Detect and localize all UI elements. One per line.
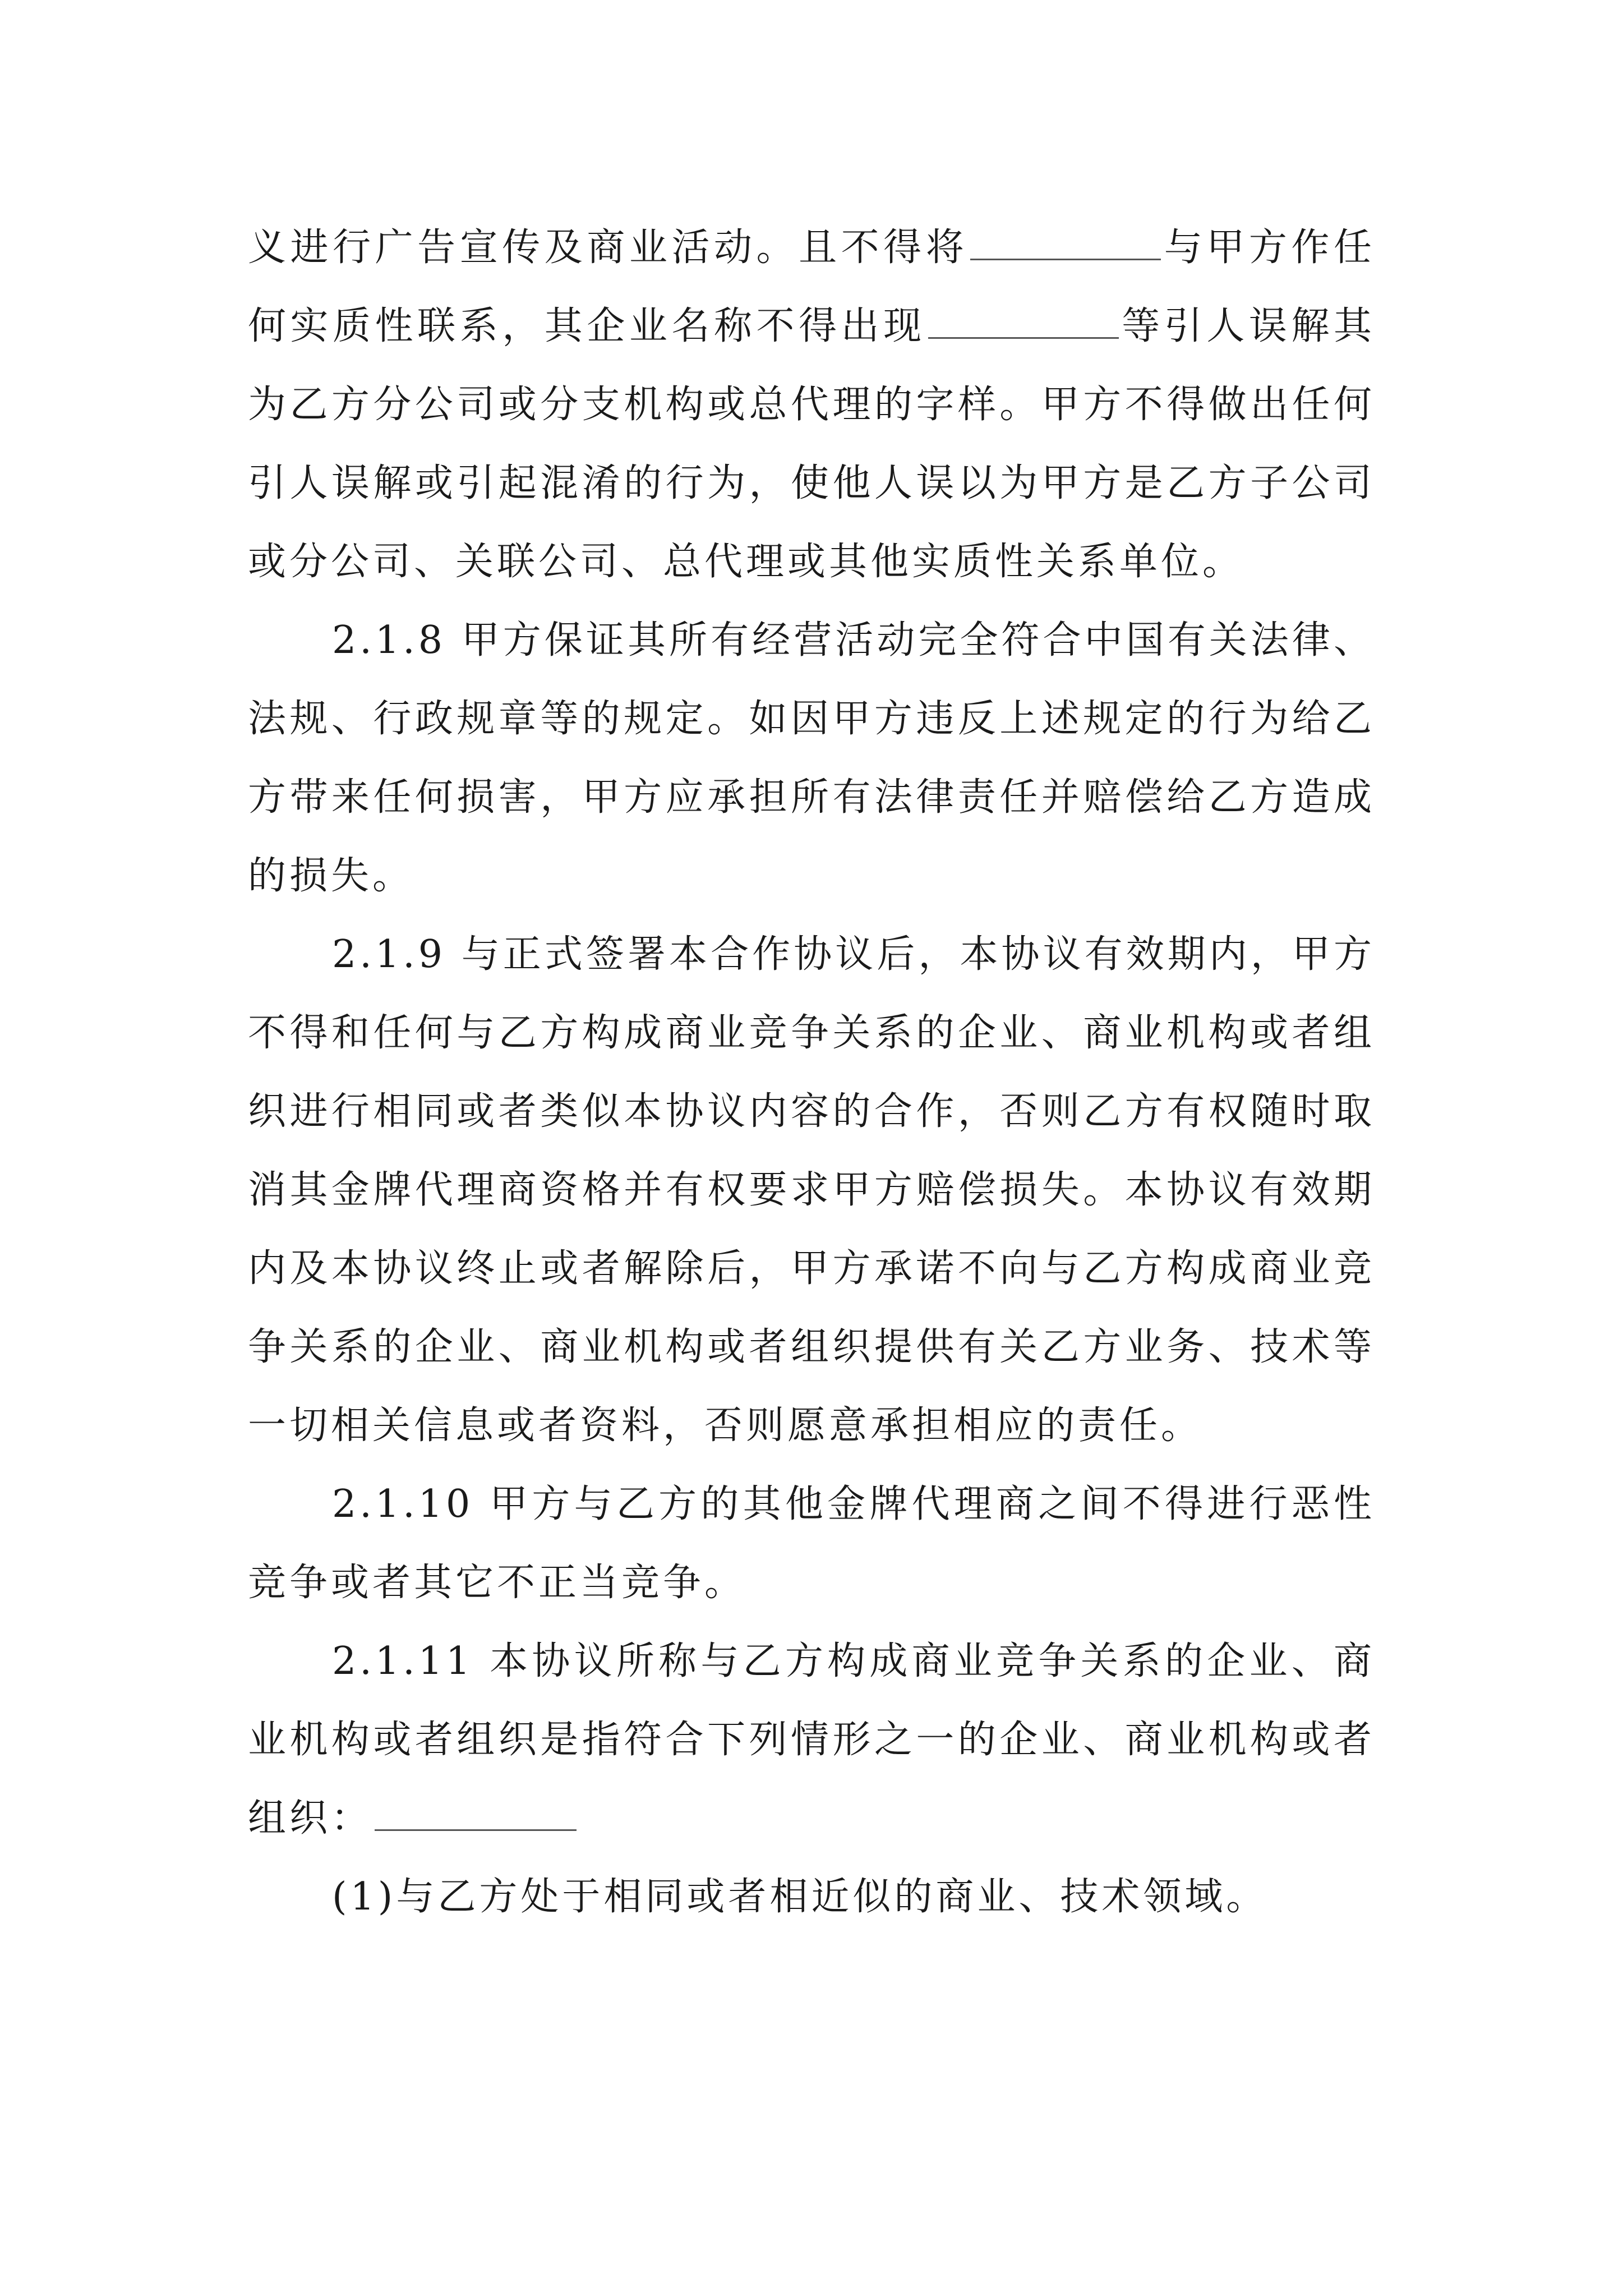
paragraph-text: 等引人误解其为乙方分公司或分支机构或总代理的字样。甲方不得做出任何引人误解或引起混淆的行为，使他人误以为甲方是乙方子公司或分公司、关联公司、总代理或其他实质性关系单位。 [248,304,1375,584]
fill-in-blank [375,1807,577,1831]
fill-in-blank [928,315,1119,339]
paragraph-text: 义进行广告宣传及商业活动。且不得将 [248,226,969,270]
clause-2-1-9: 2.1.9 与正式签署本合作协议后，本协议有效期内，甲方不得和任何与乙方构成商业竞争关系的企业、商业机构或者组织进行相同或者类似本协议内容的合作，否则乙方有权随时取消其金牌代理商资格并有权要求甲方赔偿损失。本协议有效期内及本协议终止或者解除后，甲方承诺不向与乙方构成商业竞争关系的企业、商业机构或者组织提供有关乙方业务、技术等一切相关信息或者资料，否则愿意承担相应的责任。 [248,932,1375,1448]
fill-in-blank [970,236,1161,260]
paragraph-text: 2.1.11 本协议所称与乙方构成商业竞争关系的企业、商业机构或者组织是指符合下列情形之一的企业、商业机构或者组织： [248,1639,1375,1841]
clause-2-1-10: 2.1.10 甲方与乙方的其他金牌代理商之间不得进行恶性竞争或者其它不正当竞争。 [248,1482,1375,1605]
clause-2-1-8: 2.1.8 甲方保证其所有经营活动完全符合中国有关法律、法规、行政规章等的规定。如因甲方违反上述规定的行为给乙方带来任何损害，甲方应承担所有法律责任并赔偿给乙方造成的损失。 [248,618,1375,898]
clause-item-1: (1)与乙方处于相同或者相近似的商业、技术领域。 [332,1875,1268,1919]
paragraph-trademark-restriction [248,209,1375,601]
paragraph-text: 与甲方作任何实质性联系，其企业名称不得出现 [248,226,1375,348]
clause-2-1-11 [248,1622,1375,1858]
document-body [248,209,1375,1936]
